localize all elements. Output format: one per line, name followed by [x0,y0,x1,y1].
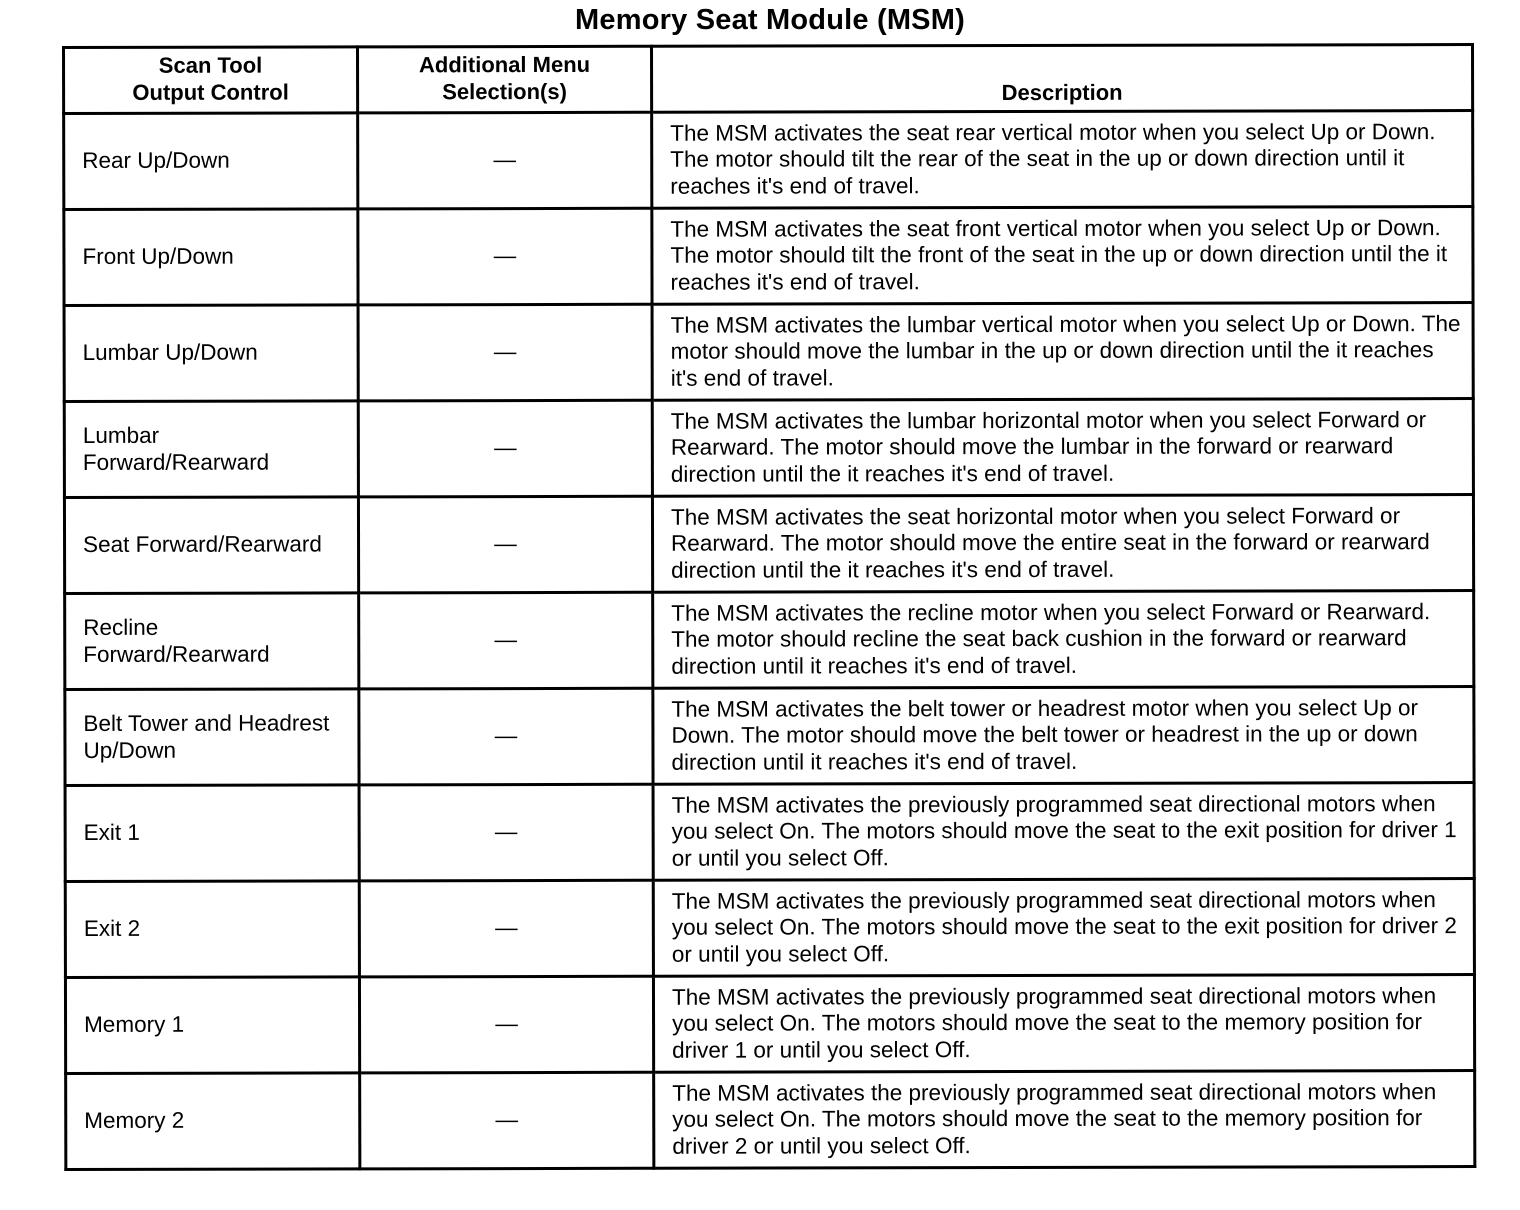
description-cell: The MSM activates the seat front vertical motor when you select Up or Down. The motor should tilt the front of the seat in the up or down direction until the it reaches it's end of travel. [652,207,1473,305]
table-row [65,687,1474,786]
description-cell: The MSM activates the seat horizontal motor when you select Forward or Rearward. The motor should move the entire seat in the forward or rearward direction until the it reaches it's end of travel. [652,495,1473,593]
header-col2-line1: Additional Menu [418,51,591,78]
table-row [65,783,1474,882]
description-cell: The MSM activates the previously programmed seat directional motors when you select On. The motors should move the seat to the memory position for driver 2 or until you select Off. [654,1071,1475,1169]
output-control-cell: Rear Up/Down [64,113,358,210]
output-control-cell: Exit 1 [65,785,359,882]
page-title: Memory Seat Module (MSM) [575,4,965,36]
menu-selection-cell: — [359,592,653,689]
output-control-cell: Memory 1 [65,977,359,1074]
menu-selection-cell: — [358,208,652,305]
menu-selection-cell: — [358,400,652,497]
header-scan-tool-output-control [64,47,358,114]
msm-output-control-table [62,43,1476,1171]
menu-selection-cell: — [358,112,652,209]
header-col2-line2: Selection(s) [442,78,567,105]
header-description: Description [652,45,1473,113]
menu-selection-cell: — [360,1072,654,1169]
output-control-cell: Lumbar Up/Down [64,305,358,402]
table-row [64,207,1473,306]
output-control-cell: Belt Tower and Headrest Up/Down [65,689,359,786]
output-control-cell: Memory 2 [66,1073,360,1170]
description-cell: The MSM activates the seat rear vertical motor when you select Up or Down. The motor should tilt the rear of the seat in the up or down direction until it reaches it's end of travel. [652,111,1473,209]
description-cell: The MSM activates the belt tower or headrest motor when you select Up or Down. The motor should move the belt tower or headrest in the up or down direction until it reaches it's end of travel. [653,687,1474,785]
output-control-cell: Front Up/Down [64,209,358,306]
header-additional-menu-selections [358,46,652,113]
table-row [65,975,1474,1074]
menu-selection-cell: — [359,784,653,881]
description-cell: The MSM activates the previously programmed seat directional motors when you select On. The motors should move the seat to the memory position for driver 1 or until you select Off. [653,975,1474,1073]
description-cell: The MSM activates the lumbar vertical motor when you select Up or Down. The motor should move the lumbar in the up or down direction until the it reaches it's end of travel. [652,303,1473,401]
output-control-cell: Exit 2 [65,881,359,978]
output-control-cell: Recline Forward/Rearward [65,593,359,690]
table-row [66,1071,1475,1170]
menu-selection-cell: — [359,688,653,785]
description-cell: The MSM activates the recline motor when you select Forward or Rearward. The motor should recline the seat back cushion in the forward or rearward direction until it reaches it's end of travel. [653,591,1474,689]
table-row [64,111,1473,210]
output-control-cell: Lumbar Forward/Rearward [64,401,358,498]
description-cell: The MSM activates the previously programmed seat directional motors when you select On. The motors should move the seat to the exit position for driver 2 or until you select Off. [653,879,1474,977]
header-col1-line2: Output Control [132,79,289,105]
table-header-row [64,45,1473,114]
menu-selection-cell: — [358,496,652,593]
menu-selection-cell: — [359,880,653,977]
table-row [64,399,1473,498]
table-row [64,495,1473,594]
menu-selection-cell: — [359,976,653,1073]
menu-selection-cell: — [358,304,652,401]
table-row [65,591,1474,690]
table-row [65,879,1474,978]
table-row [64,303,1473,402]
description-cell: The MSM activates the previously programmed seat directional motors when you select On. The motors should move the seat to the exit position for driver 1 or until you select Off. [653,783,1474,881]
description-cell: The MSM activates the lumbar horizontal motor when you select Forward or Rearward. The motor should move the lumbar in the forward or rearward direction until the it reaches it's end of travel. [652,399,1473,497]
header-col1-line1: Scan Tool [158,52,263,78]
output-control-cell: Seat Forward/Rearward [64,497,358,594]
